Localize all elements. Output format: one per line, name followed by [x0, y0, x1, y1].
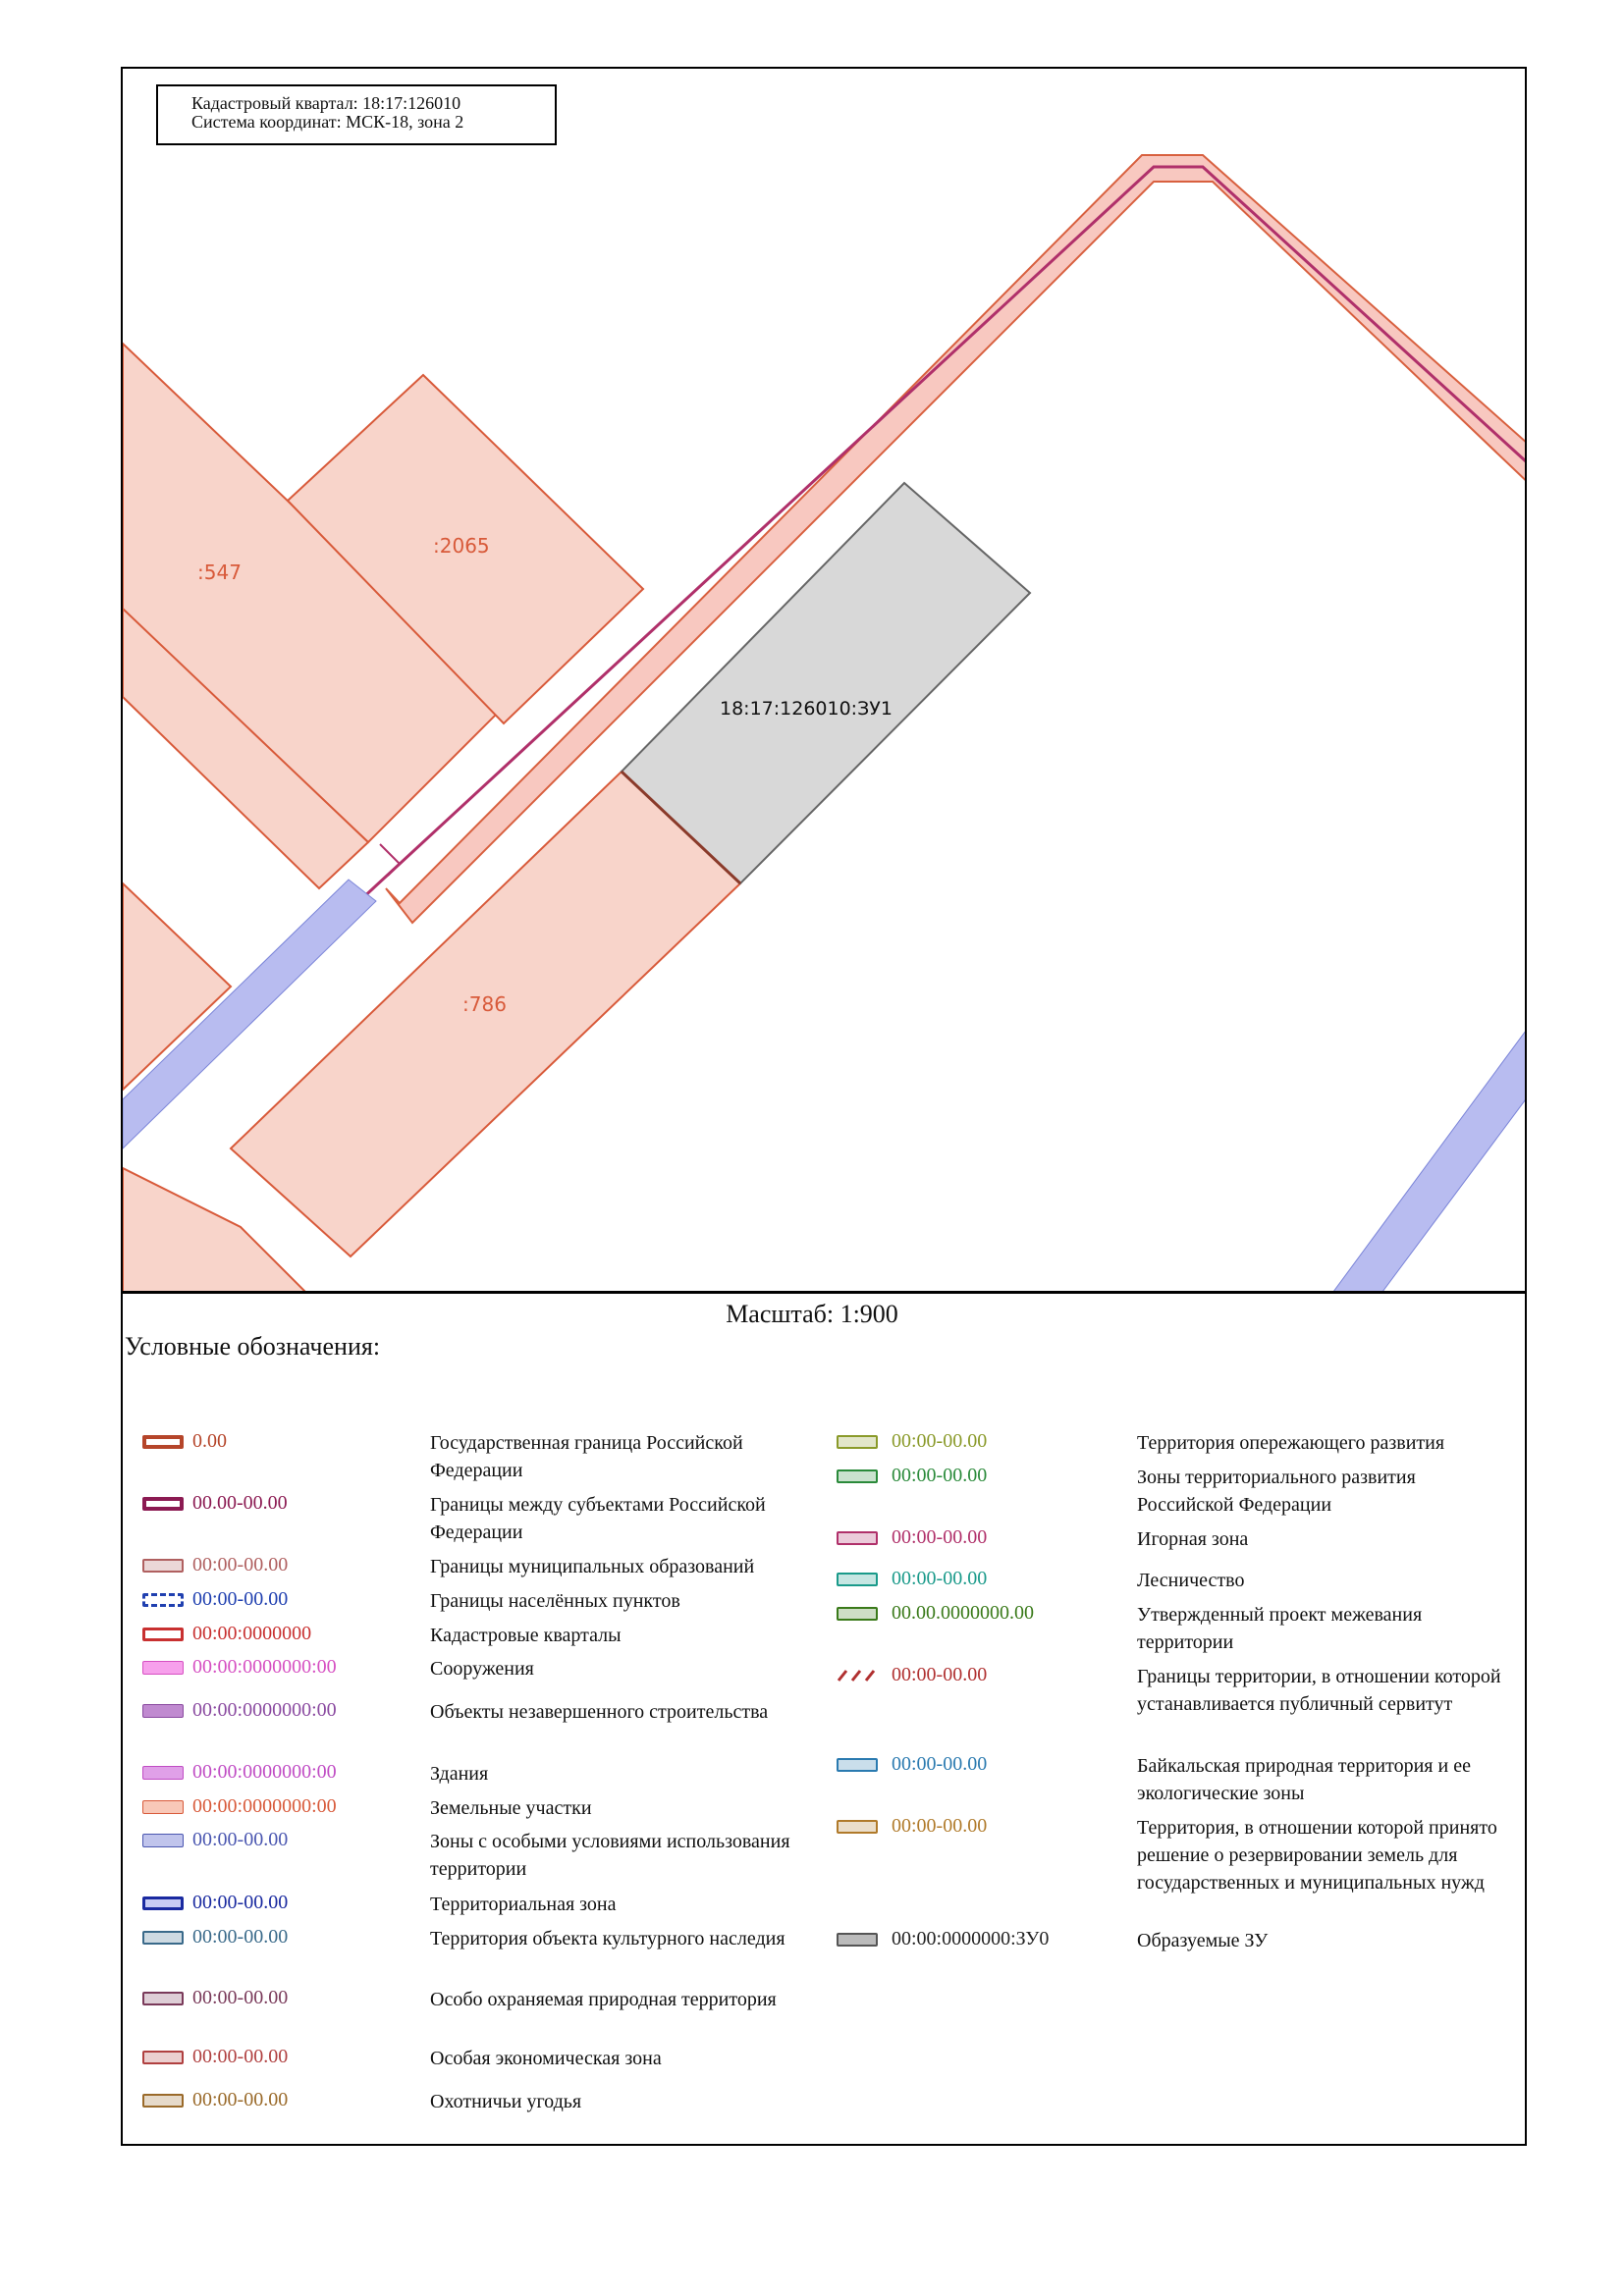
legend-symbol-newzu-icon [837, 1933, 878, 1947]
legend-code: 00:00:0000000:ЗУ0 [892, 1928, 1050, 1949]
legend-description: Утвержденный проект межевания территории [1137, 1604, 1423, 1653]
legend-description: Особо охраняемая природная территория [430, 1989, 777, 2010]
legend-description: Объекты незавершенного строительства [430, 1701, 769, 1723]
scale-text: Масштаб: 1:900 [726, 1300, 898, 1328]
legend-description: Байкальская природная территория и ее экологические зоны [1137, 1755, 1471, 1804]
parcel-label-547: :547 [197, 561, 242, 584]
parcel-label-786: :786 [462, 992, 507, 1016]
quarter-line: Кадастровый квартал: 18:17:126010 [191, 93, 461, 113]
legend-symbol-forestry-icon [837, 1573, 878, 1586]
legend-code: 00:00-00.00 [892, 1568, 988, 1589]
legend-description: Границы между субъектами Российской Федерации [430, 1494, 766, 1543]
legend-description: Территория опережающего развития [1137, 1432, 1445, 1454]
legend-code: 00:00-00.00 [192, 1892, 289, 1913]
legend-symbol-survey-icon [837, 1607, 878, 1621]
legend-code: 00:00-00.00 [192, 1829, 289, 1850]
legend-symbol-municipal-icon [142, 1559, 184, 1573]
legend-code: 00:00-00.00 [192, 1926, 289, 1948]
legend-symbol-hunting-icon [142, 2094, 184, 2108]
legend-symbol-settlement-icon [142, 1593, 184, 1607]
legend-symbol-reserve-icon [837, 1820, 878, 1834]
legend-symbol-heritage-icon [142, 1931, 184, 1945]
legend-description: Территория объекта культурного наследия [430, 1928, 785, 1949]
legend-symbol-tor-icon [837, 1435, 878, 1449]
legend-description: Земельные участки [430, 1797, 592, 1819]
legend-symbol-quarter-icon [142, 1628, 184, 1641]
legend-code: 00:00-00.00 [192, 2089, 289, 2110]
legend-description: Государственная граница Российской Федерации [430, 1432, 743, 1481]
legend-description: Охотничьи угодья [430, 2091, 582, 2112]
legend-symbol-subjects-icon [142, 1497, 184, 1511]
legend-description: Особая экономическая зона [430, 2048, 662, 2069]
legend-code: 00:00-00.00 [892, 1753, 988, 1775]
legend-symbol-protected-icon [142, 1992, 184, 2005]
legend-description: Кадастровые кварталы [430, 1625, 622, 1646]
legend-description: Границы муниципальных образований [430, 1556, 755, 1577]
legend-symbol-buildings-icon [142, 1766, 184, 1780]
legend-symbol-baikal-icon [837, 1758, 878, 1772]
legend-code: 00:00:0000000:00 [192, 1761, 337, 1783]
legend-symbol-gambling-icon [837, 1531, 878, 1545]
legend-symbol-terr-icon [142, 1896, 184, 1910]
legend-description: Лесничество [1137, 1570, 1245, 1591]
legend-description: Игорная зона [1137, 1528, 1249, 1550]
legend-symbol-structures-icon [142, 1661, 184, 1675]
legend-code: 00:00-00.00 [892, 1430, 988, 1452]
legend-code: 00:00-00.00 [192, 1554, 289, 1575]
legend-description: Границы территории, в отношении которой устанавливается публичный сервитут [1137, 1666, 1501, 1715]
legend-description: Образуемые ЗУ [1137, 1930, 1269, 1951]
crs-line: Система координат: МСК-18, зона 2 [191, 112, 464, 132]
legend-symbol-servitude-icon [837, 1669, 878, 1682]
legend-symbol-ztr-icon [837, 1469, 878, 1483]
legend-code: 00:00:0000000:00 [192, 1699, 337, 1721]
legend-description: Границы населённых пунктов [430, 1590, 680, 1612]
legend-code: 0.00 [192, 1430, 227, 1452]
legend-symbol-unfinished-icon [142, 1704, 184, 1718]
legend-code: 00:00-00.00 [892, 1664, 988, 1685]
legend-code: 00:00:0000000 [192, 1623, 312, 1644]
legend-code: 00:00-00.00 [192, 2046, 289, 2067]
legend-description: Зоны с особыми условиями использования территории [430, 1831, 790, 1880]
legend-symbol-state-icon [142, 1435, 184, 1449]
legend-code: 00.00.0000000.00 [892, 1602, 1034, 1624]
legend-code: 00:00-00.00 [892, 1526, 988, 1548]
legend-description: Сооружения [430, 1658, 534, 1680]
legend-code: 00:00:0000000:00 [192, 1795, 337, 1817]
parcel-label-2065: :2065 [433, 534, 490, 558]
legend-code: 00:00-00.00 [192, 1588, 289, 1610]
legend-symbol-land-icon [142, 1800, 184, 1814]
legend-code: 00:00:0000000:00 [192, 1656, 337, 1678]
legend-symbol-zones-icon [142, 1834, 184, 1847]
legend-description: Территориальная зона [430, 1894, 617, 1915]
legend-description: Зоны территориального развития Российской Федерации [1137, 1467, 1416, 1516]
legend-symbol-sez-icon [142, 2051, 184, 2064]
legend-description: Здания [430, 1763, 489, 1785]
legend-code: 00:00-00.00 [192, 1987, 289, 2008]
legend-description: Территория, в отношении которой принято решение о резервировании земель для государственных и муниципальных нужд [1137, 1817, 1497, 1894]
legend-code: 00.00-00.00 [192, 1492, 288, 1514]
legend-code: 00:00-00.00 [892, 1465, 988, 1486]
new-parcel-label: 18:17:126010:ЗУ1 [720, 698, 893, 720]
legend-code: 00:00-00.00 [892, 1815, 988, 1837]
legend-title: Условные обозначения: [125, 1332, 381, 1361]
